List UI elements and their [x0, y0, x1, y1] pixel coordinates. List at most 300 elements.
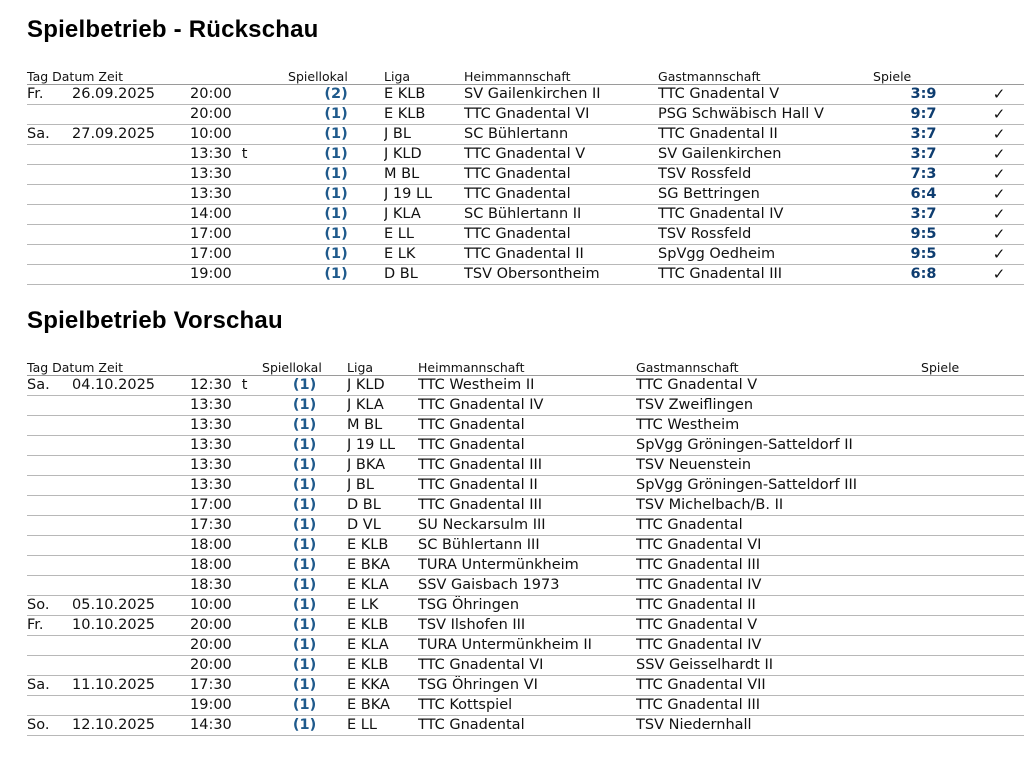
table-row: [27, 676, 1024, 696]
table-row: [27, 516, 1024, 536]
table-row: [27, 265, 1024, 285]
time-cell: [190, 436, 262, 456]
time-cell: [190, 636, 262, 656]
time: 13:30: [190, 457, 232, 473]
home-team: TTC Gnadental: [464, 225, 658, 245]
date: [72, 576, 190, 596]
time: 10:00: [190, 597, 232, 613]
date: 26.09.2025: [72, 85, 190, 105]
home-team: TTC Gnadental VI: [464, 105, 658, 125]
score-empty: [921, 696, 1024, 716]
date: [72, 185, 190, 205]
home-team: TSV Ilshofen III: [418, 616, 636, 636]
guest-team: TTC Gnadental IV: [636, 576, 921, 596]
date: [72, 556, 190, 576]
home-team: TTC Gnadental III: [418, 456, 636, 476]
home-team: TTC Kottspiel: [418, 696, 636, 716]
time: 14:30: [190, 717, 232, 733]
guest-team: TSV Rossfeld: [658, 165, 873, 185]
time-cell: [190, 245, 288, 265]
time-cell: [190, 185, 288, 205]
check-icon: ✓: [974, 185, 1024, 205]
score-link[interactable]: 9:7: [873, 105, 974, 125]
header-liga: Liga: [384, 67, 464, 85]
time: 13:30: [190, 397, 232, 413]
header-heimmannschaft: Heimmannschaft: [418, 358, 636, 376]
guest-team: PSG Schwäbisch Hall V: [658, 105, 873, 125]
table-row: [27, 396, 1024, 416]
time-cell: [190, 125, 288, 145]
table-row: [27, 436, 1024, 456]
check-icon: ✓: [974, 225, 1024, 245]
date: 05.10.2025: [72, 596, 190, 616]
guest-team: TTC Gnadental II: [636, 596, 921, 616]
score-empty: [921, 616, 1024, 636]
time: 20:00: [190, 617, 232, 633]
guest-team: SV Gailenkirchen: [658, 145, 873, 165]
score-link[interactable]: 3:7: [873, 145, 974, 165]
table-row: [27, 536, 1024, 556]
header-tag-datum-zeit: Tag Datum Zeit: [27, 358, 262, 376]
score-link[interactable]: 7:3: [873, 165, 974, 185]
time: 13:30: [190, 417, 232, 433]
time: 20:00: [190, 86, 232, 102]
league: J BL: [347, 476, 418, 496]
time: 17:00: [190, 226, 232, 242]
time-cell: [190, 376, 262, 396]
venue-link[interactable]: (1): [288, 105, 384, 125]
league: J KLD: [347, 376, 418, 396]
venue-link[interactable]: (1): [262, 636, 347, 656]
time: 18:00: [190, 557, 232, 573]
score-empty: [921, 416, 1024, 436]
header-spiele: Spiele: [921, 358, 1024, 376]
home-team: TTC Gnadental III: [418, 496, 636, 516]
venue-link[interactable]: (1): [262, 576, 347, 596]
venue-link[interactable]: (1): [262, 536, 347, 556]
date: 12.10.2025: [72, 716, 190, 736]
score-empty: [921, 456, 1024, 476]
league: E KLB: [384, 105, 464, 125]
time-cell: [190, 165, 288, 185]
guest-team: TTC Gnadental IV: [636, 636, 921, 656]
league: M BL: [347, 416, 418, 436]
time-flag: t: [241, 377, 248, 393]
guest-team: TTC Gnadental III: [636, 556, 921, 576]
check-icon: ✓: [974, 85, 1024, 105]
time-cell: [190, 556, 262, 576]
score-empty: [921, 576, 1024, 596]
guest-team: TTC Gnadental: [636, 516, 921, 536]
guest-team: SpVgg Oedheim: [658, 245, 873, 265]
day: [27, 145, 72, 165]
score-empty: [921, 396, 1024, 416]
date: 10.10.2025: [72, 616, 190, 636]
home-team: TURA Untermünkheim: [418, 556, 636, 576]
date: [72, 265, 190, 285]
league: J BL: [384, 125, 464, 145]
score-empty: [921, 636, 1024, 656]
venue-link[interactable]: (1): [262, 376, 347, 396]
header-spiellokal: Spiellokal: [262, 358, 347, 376]
table-row: [27, 376, 1024, 396]
day: [27, 165, 72, 185]
check-icon: ✓: [974, 245, 1024, 265]
venue-link[interactable]: (1): [262, 496, 347, 516]
home-team: SU Neckarsulm III: [418, 516, 636, 536]
venue-link[interactable]: (1): [262, 556, 347, 576]
date: 27.09.2025: [72, 125, 190, 145]
time: 12:30: [190, 377, 232, 393]
time-cell: [190, 476, 262, 496]
league: D VL: [347, 516, 418, 536]
score-empty: [921, 496, 1024, 516]
date: [72, 205, 190, 225]
check-icon: ✓: [974, 125, 1024, 145]
venue-link[interactable]: (1): [262, 416, 347, 436]
league: J KLA: [384, 205, 464, 225]
header-liga: Liga: [347, 358, 418, 376]
day: [27, 576, 72, 596]
home-team: TTC Gnadental: [418, 716, 636, 736]
day: [27, 636, 72, 656]
league: E LK: [347, 596, 418, 616]
day: So.: [27, 596, 72, 616]
score-empty: [921, 536, 1024, 556]
table-row: [27, 636, 1024, 656]
check-icon: ✓: [974, 205, 1024, 225]
league: E KLA: [347, 576, 418, 596]
header-gastmannschaft: Gastmannschaft: [658, 67, 873, 85]
review-table: [27, 67, 1024, 285]
home-team: TSV Obersontheim: [464, 265, 658, 285]
venue-link[interactable]: (1): [262, 696, 347, 716]
time: 13:30: [190, 186, 232, 202]
review-header-row: [27, 67, 1024, 85]
time: 17:30: [190, 677, 232, 693]
header-spiele: Spiele: [873, 67, 974, 85]
table-row: [27, 105, 1024, 125]
table-row: [27, 696, 1024, 716]
time: 17:30: [190, 517, 232, 533]
guest-team: TSV Rossfeld: [658, 225, 873, 245]
venue-link[interactable]: (1): [262, 436, 347, 456]
time: 13:30: [190, 166, 232, 182]
guest-team: TTC Gnadental II: [658, 125, 873, 145]
league: J KLA: [347, 396, 418, 416]
score-link[interactable]: 3:7: [873, 205, 974, 225]
date: [72, 516, 190, 536]
guest-team: TSV Zweiflingen: [636, 396, 921, 416]
score-empty: [921, 436, 1024, 456]
home-team: TTC Gnadental II: [418, 476, 636, 496]
check-icon: ✓: [974, 265, 1024, 285]
header-spiellokal: Spiellokal: [288, 67, 384, 85]
score-empty: [921, 516, 1024, 536]
venue-link[interactable]: (1): [288, 265, 384, 285]
table-row: [27, 656, 1024, 676]
venue-link[interactable]: (1): [262, 396, 347, 416]
time: 18:00: [190, 537, 232, 553]
table-row: [27, 185, 1024, 205]
time-cell: [190, 536, 262, 556]
table-row: [27, 556, 1024, 576]
day: [27, 456, 72, 476]
score-empty: [921, 676, 1024, 696]
time: 14:00: [190, 206, 232, 222]
day: [27, 556, 72, 576]
score-link[interactable]: 3:7: [873, 125, 974, 145]
date: [72, 636, 190, 656]
score-link[interactable]: 6:4: [873, 185, 974, 205]
guest-team: SpVgg Gröningen-Satteldorf III: [636, 476, 921, 496]
home-team: TTC Gnadental: [418, 416, 636, 436]
guest-team: SG Bettringen: [658, 185, 873, 205]
venue-link[interactable]: (1): [288, 165, 384, 185]
table-row: [27, 165, 1024, 185]
venue-link[interactable]: (2): [288, 85, 384, 105]
venue-link[interactable]: (1): [262, 616, 347, 636]
league: E KKA: [347, 676, 418, 696]
table-row: [27, 416, 1024, 436]
home-team: TSG Öhringen: [418, 596, 636, 616]
time-cell: [190, 516, 262, 536]
league: E LL: [347, 716, 418, 736]
home-team: SV Gailenkirchen II: [464, 85, 658, 105]
day: Sa.: [27, 376, 72, 396]
guest-team: TTC Gnadental IV: [658, 205, 873, 225]
date: [72, 105, 190, 125]
venue-link[interactable]: (1): [288, 225, 384, 245]
time-cell: [190, 205, 288, 225]
time-cell: [190, 656, 262, 676]
day: [27, 496, 72, 516]
league: D BL: [347, 496, 418, 516]
league: J 19 LL: [384, 185, 464, 205]
guest-team: SSV Geisselhardt II: [636, 656, 921, 676]
day: [27, 696, 72, 716]
table-row: [27, 496, 1024, 516]
day: [27, 436, 72, 456]
time: 17:00: [190, 497, 232, 513]
score-empty: [921, 716, 1024, 736]
time: 19:00: [190, 266, 232, 282]
header-gastmannschaft: Gastmannschaft: [636, 358, 921, 376]
check-icon: ✓: [974, 145, 1024, 165]
league: E BKA: [347, 556, 418, 576]
league: E KLB: [347, 616, 418, 636]
time-cell: [190, 416, 262, 436]
day: [27, 396, 72, 416]
time-cell: [190, 456, 262, 476]
league: E LL: [384, 225, 464, 245]
time: 20:00: [190, 637, 232, 653]
home-team: TTC Gnadental VI: [418, 656, 636, 676]
time-cell: [190, 85, 288, 105]
time: 19:00: [190, 697, 232, 713]
guest-team: TTC Gnadental V: [658, 85, 873, 105]
date: [72, 416, 190, 436]
score-link[interactable]: 3:9: [873, 85, 974, 105]
time: 20:00: [190, 106, 232, 122]
day: Fr.: [27, 616, 72, 636]
score-link[interactable]: 9:5: [873, 225, 974, 245]
date: [72, 436, 190, 456]
table-row: [27, 596, 1024, 616]
date: [72, 225, 190, 245]
day: [27, 476, 72, 496]
time: 10:00: [190, 126, 232, 142]
guest-team: TSV Neuenstein: [636, 456, 921, 476]
date: 04.10.2025: [72, 376, 190, 396]
guest-team: TSV Niedernhall: [636, 716, 921, 736]
guest-team: TTC Westheim: [636, 416, 921, 436]
time-cell: [190, 145, 288, 165]
guest-team: TTC Gnadental III: [636, 696, 921, 716]
league: M BL: [384, 165, 464, 185]
table-row: [27, 85, 1024, 105]
time-cell: [190, 496, 262, 516]
time-flag: t: [241, 146, 248, 162]
league: E KLB: [347, 656, 418, 676]
preview-title: Spielbetrieb Vorschau: [27, 307, 283, 334]
table-row: [27, 145, 1024, 165]
date: [72, 536, 190, 556]
home-team: TTC Gnadental II: [464, 245, 658, 265]
table-row: [27, 245, 1024, 265]
venue-link[interactable]: (1): [288, 185, 384, 205]
preview-table: [27, 358, 1024, 736]
league: E LK: [384, 245, 464, 265]
guest-team: TTC Gnadental VII: [636, 676, 921, 696]
table-row: [27, 616, 1024, 636]
home-team: SSV Gaisbach 1973: [418, 576, 636, 596]
score-empty: [921, 476, 1024, 496]
venue-link[interactable]: (1): [288, 205, 384, 225]
league: D BL: [384, 265, 464, 285]
table-row: [27, 456, 1024, 476]
time-cell: [190, 105, 288, 125]
time-cell: [190, 676, 262, 696]
time: 13:30: [190, 477, 232, 493]
date: 11.10.2025: [72, 676, 190, 696]
table-row: [27, 476, 1024, 496]
day: Sa.: [27, 125, 72, 145]
day: Sa.: [27, 676, 72, 696]
home-team: SC Bühlertann II: [464, 205, 658, 225]
venue-link[interactable]: (1): [262, 596, 347, 616]
league: E KLB: [384, 85, 464, 105]
day: [27, 185, 72, 205]
time-cell: [190, 696, 262, 716]
score-link[interactable]: 6:8: [873, 265, 974, 285]
home-team: TTC Gnadental: [464, 165, 658, 185]
time-cell: [190, 225, 288, 245]
venue-link[interactable]: (1): [262, 676, 347, 696]
home-team: TURA Untermünkheim II: [418, 636, 636, 656]
date: [72, 145, 190, 165]
header-check-column: [974, 67, 1024, 85]
venue-link[interactable]: (1): [262, 656, 347, 676]
table-row: [27, 125, 1024, 145]
table-row: [27, 576, 1024, 596]
time: 13:30: [190, 437, 232, 453]
league: E KLB: [347, 536, 418, 556]
check-icon: ✓: [974, 105, 1024, 125]
date: [72, 165, 190, 185]
table-row: [27, 205, 1024, 225]
header-heimmannschaft: Heimmannschaft: [464, 67, 658, 85]
date: [72, 656, 190, 676]
venue-link[interactable]: (1): [262, 476, 347, 496]
guest-team: TTC Gnadental III: [658, 265, 873, 285]
venue-link[interactable]: (1): [262, 516, 347, 536]
header-tag-datum-zeit: Tag Datum Zeit: [27, 67, 288, 85]
preview-header-row: [27, 358, 1024, 376]
day: [27, 245, 72, 265]
date: [72, 456, 190, 476]
day: [27, 105, 72, 125]
home-team: TTC Gnadental V: [464, 145, 658, 165]
home-team: SC Bühlertann: [464, 125, 658, 145]
day: [27, 516, 72, 536]
league: E BKA: [347, 696, 418, 716]
score-empty: [921, 556, 1024, 576]
league: E KLA: [347, 636, 418, 656]
table-row: [27, 716, 1024, 736]
time: 20:00: [190, 657, 232, 673]
league: J 19 LL: [347, 436, 418, 456]
venue-link[interactable]: (1): [288, 145, 384, 165]
guest-team: SpVgg Gröningen-Satteldorf II: [636, 436, 921, 456]
home-team: SC Bühlertann III: [418, 536, 636, 556]
guest-team: TTC Gnadental V: [636, 376, 921, 396]
time: 17:00: [190, 246, 232, 262]
venue-link[interactable]: (1): [288, 245, 384, 265]
check-icon: ✓: [974, 165, 1024, 185]
day: [27, 536, 72, 556]
review-title: Spielbetrieb - Rückschau: [27, 16, 319, 43]
venue-link[interactable]: (1): [262, 716, 347, 736]
date: [72, 496, 190, 516]
home-team: TSG Öhringen VI: [418, 676, 636, 696]
score-empty: [921, 596, 1024, 616]
guest-team: TTC Gnadental VI: [636, 536, 921, 556]
date: [72, 696, 190, 716]
time-cell: [190, 616, 262, 636]
time: 13:30: [190, 146, 232, 162]
day: So.: [27, 716, 72, 736]
time-cell: [190, 396, 262, 416]
league: J KLD: [384, 145, 464, 165]
day: [27, 416, 72, 436]
score-empty: [921, 376, 1024, 396]
league: J BKA: [347, 456, 418, 476]
home-team: TTC Gnadental IV: [418, 396, 636, 416]
day: [27, 656, 72, 676]
home-team: TTC Gnadental: [418, 436, 636, 456]
day: [27, 205, 72, 225]
venue-link[interactable]: (1): [262, 456, 347, 476]
venue-link[interactable]: (1): [288, 125, 384, 145]
day: [27, 265, 72, 285]
home-team: TTC Westheim II: [418, 376, 636, 396]
date: [72, 396, 190, 416]
score-link[interactable]: 9:5: [873, 245, 974, 265]
guest-team: TTC Gnadental V: [636, 616, 921, 636]
score-empty: [921, 656, 1024, 676]
date: [72, 476, 190, 496]
